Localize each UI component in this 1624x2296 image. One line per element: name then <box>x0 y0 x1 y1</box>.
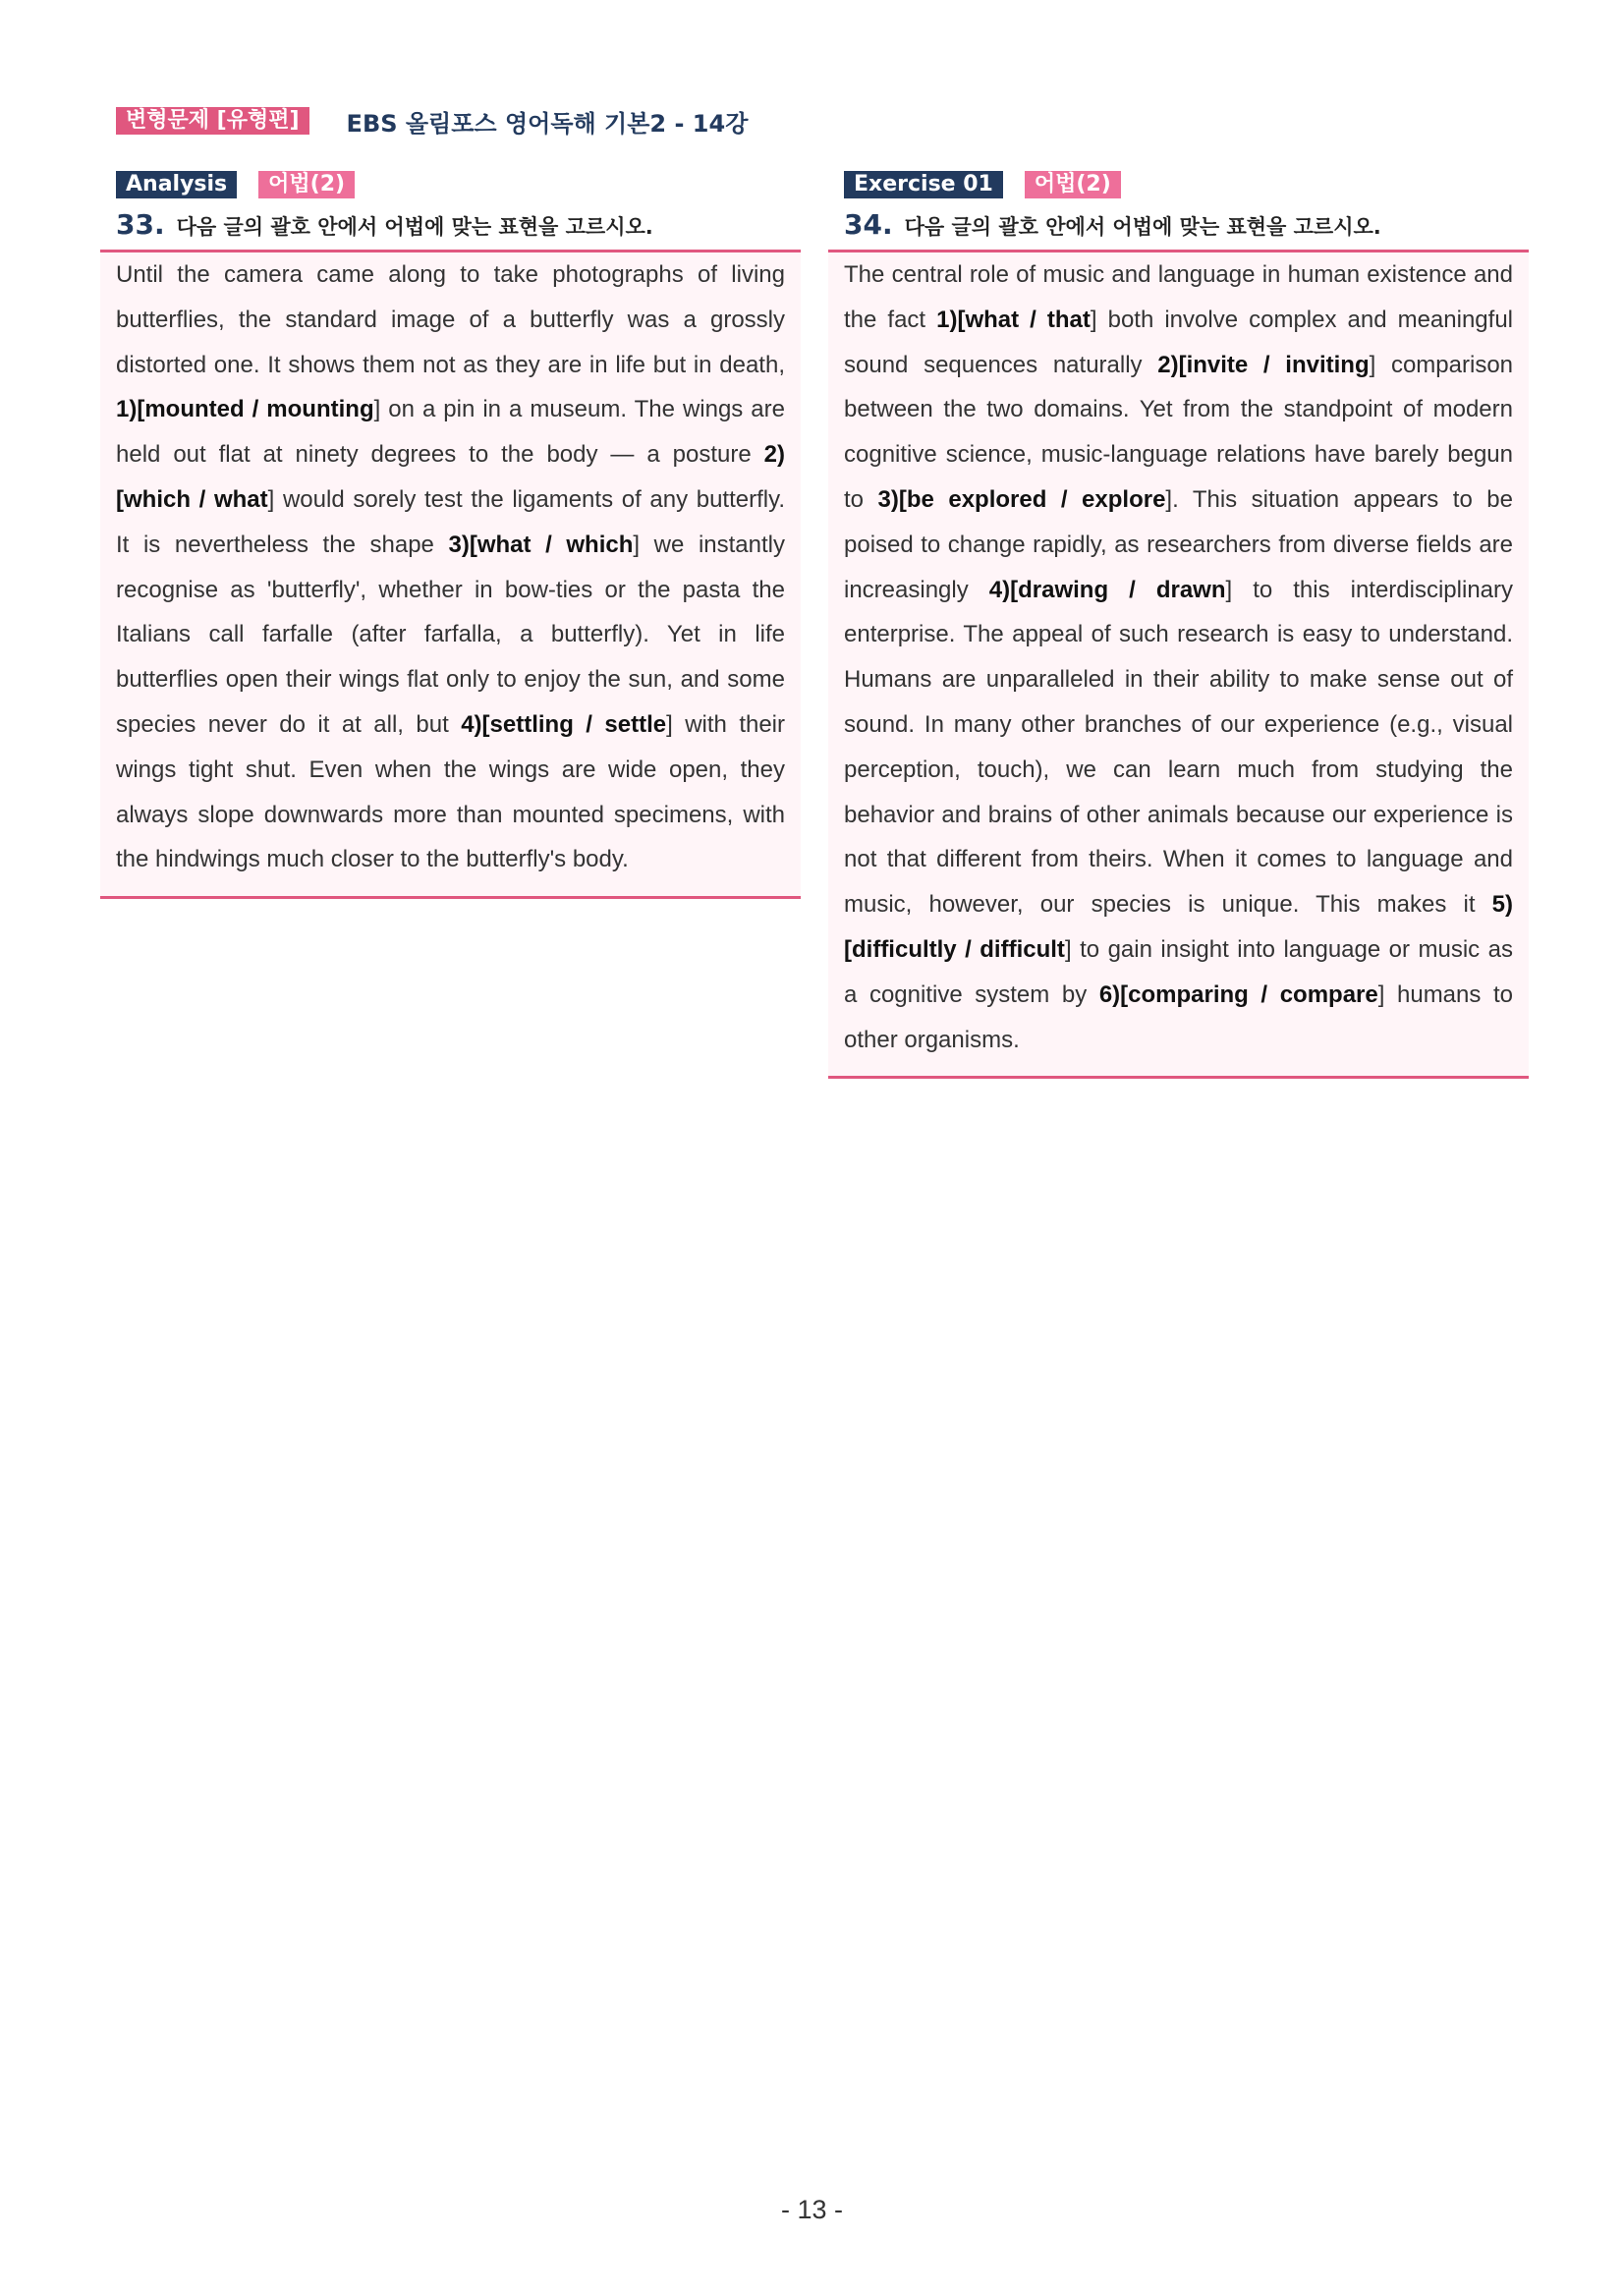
answer-choice: 1)[what / that <box>936 306 1091 333</box>
passage-box <box>828 250 1529 1079</box>
answer-choice: 3)[what / which <box>448 531 634 558</box>
answer-choice: 4)[drawing / drawn <box>988 576 1226 603</box>
passage-box <box>100 250 801 899</box>
question-number: 34. <box>844 208 893 241</box>
question-heading <box>100 208 801 244</box>
answer-choice: 2)[invite / inviting <box>1157 351 1370 378</box>
exercise-tag: Exercise 01 <box>844 171 1003 198</box>
question-33-column <box>100 171 801 899</box>
question-34-column <box>828 171 1529 1079</box>
question-number: 33. <box>116 208 165 241</box>
answer-choice: 5)[difficultly / difficult <box>844 891 1513 963</box>
question-instruction: 다음 글의 괄호 안에서 어법에 맞는 표현을 고르시오. <box>904 215 1381 239</box>
page-number: - 13 - <box>780 2195 844 2224</box>
category-tag: 변형문제 [유형편] <box>116 107 309 135</box>
grammar-tag: 어법(2) <box>258 171 355 198</box>
question-instruction: 다음 글의 괄호 안에서 어법에 맞는 표현을 고르시오. <box>176 215 653 239</box>
question-heading <box>828 208 1529 244</box>
grammar-tag: 어법(2) <box>1025 171 1121 198</box>
answer-choice: 4)[settling / settle <box>461 710 667 738</box>
page-header <box>116 104 748 138</box>
passage-text: The central role of music and language in human existence and the fact 1)[what / that] both involve complex and meaningful sound sequences naturally 2)[invite / inviting] comparison between the two domains. Yet from the standpoint of modern cognitive science, music-language relations have barely begun to 3)[be explored / explore]. This situation appears to be poised to change rapidly, as researchers from diverse fields are increasingly 4)[drawing / drawn] to this interdisciplinary enterprise. The appeal of such research is easy to understand. Humans are unparalleled in their ability to make sense out of sound. In many other branches of our experience (e.g., visual perception, touch), we can learn much from studying the behavior and brains of other animals because our experience is not that different from theirs. When it comes to language and music, however, our species is unique. This makes it 5)[difficultly / difficult] to gain insight into language or music as a cognitive system by 6)[comparing / compare] humans to other organisms. <box>844 261 1514 1053</box>
answer-choice: 2)[which / what <box>116 441 785 513</box>
analysis-tag: Analysis <box>116 171 237 198</box>
question-tags <box>828 171 1529 198</box>
passage-text: Until the camera came along to take photographs of living butterflies, the standard image of a butterfly was a grossly distorted one. It shows them not as they are in life but in death, 1)[mounted / mounting] on a pin in a museum. The wings are held out flat at ninety degrees to the body — a posture 2)[which / what] would sorely test the ligaments of any butterfly. It is nevertheless the shape 3)[what / which] we instantly recognise as 'butterfly', whether in bow-ties or the pasta the Italians call farfalle (after farfalla, a butterfly). Yet in life butterflies open their wings flat only to enjoy the sun, and some species never do it at all, but 4)[settling / settle] with their wings tight shut. Even when the wings are wide open, they always slope downwards more than mounted specimens, with the hindwings much closer to the butterfly's body. <box>116 261 786 873</box>
answer-choice: 6)[comparing / compare <box>1098 980 1378 1008</box>
answer-choice: 1)[mounted / mounting <box>116 396 374 423</box>
answer-choice: 3)[be explored / explore <box>877 485 1166 513</box>
question-tags <box>100 171 801 198</box>
page-title: EBS 올림포스 영어독해 기본2 - 14강 <box>346 109 749 138</box>
